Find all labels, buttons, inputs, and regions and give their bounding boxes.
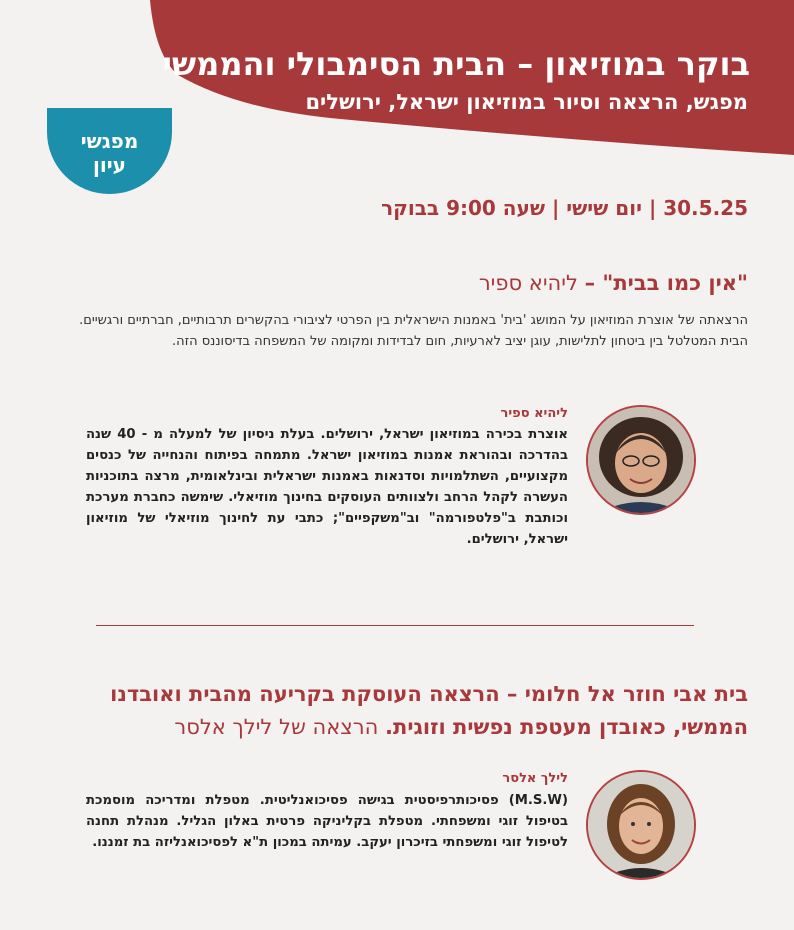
section-divider: [96, 625, 694, 626]
talk1-title: [48, 268, 748, 298]
talk2-title-bold: בית אבי חוזר אל חלומי – הרצאה העוסקת בקריעה מהבית ואובדנו הממשי, כאובדן מעטפת נפשית וזוגית.: [110, 682, 748, 739]
speaker2-bio: (M.S.W) פסיכותרפיסטית בגישה פסיכואנליטית. מטפלת ומדריכה מוסמכת בטיפול זוגי ומשפחתי. מטפלת בקליניקה פרטית באלון הגליל. מנהלת תחנה לטיפול זוגי ומשפחתי בזיכרון יעקב. עמיתה במכון ת"א לפסיכואנליזה בת זמננו.: [86, 793, 568, 850]
talk1-description: הרצאתה של אוצרת המוזיאון על המושג 'בית' באמנות הישראלית בין הפרטי לציבורי בהקשרים תרבותיים, חברתיים ורגשיים. הבית המטלטל בין ביטחון לתלישות, עוגן יציב לארעיות, חום לבדידות ומקומה של המשפחה בדיסוננס הזה.: [79, 313, 748, 349]
badge-line-1: מפגשי: [80, 129, 139, 153]
talk1-title-bold: "אין כמו בבית" –: [584, 271, 748, 295]
speaker2-photo: [586, 770, 696, 880]
event-date: 30.5.25 | יום שישי | שעה 9:00 בבוקר: [381, 196, 748, 220]
talk2-title: [48, 678, 748, 744]
page-title: בוקר במוזיאון – הבית הסימבולי והממשי: [162, 45, 750, 83]
speaker1-photo: [586, 405, 696, 515]
talk1-speaker: ליהיא ספיר: [478, 271, 585, 295]
category-badge: [47, 108, 172, 194]
speaker1-name: ליהיא ספיר: [500, 406, 568, 421]
page-subtitle: מפגש, הרצאה וסיור במוזיאון ישראל, ירושלים: [305, 90, 748, 114]
speaker1-bio: אוצרת בכירה במוזיאון ישראל, ירושלים. בעלת ניסיון של למעלה מ - 40 שנה בהדרכה ובהוראת אמנות במוזיאון ישראל. מתמחה בפיתוח והנחייה של כנסים מקצועיים, השתלמויות וסדנאות באמנות ישראלית ובינלאומית, מרצה בתוכניות העשרה לקהל הרחב ולצוותים העוסקים בחינוך מוזיאלי. שימשה כחברת מערכת וכותבת ב"פלטפורמה" וב"משקפיים"; כתבי עת לחינוך מוזיאלי של מוזיאון ישראל, ירושלים.: [86, 427, 568, 547]
talk2-speaker: הרצאה של לילך אלסר: [174, 715, 385, 739]
speaker2-name: לילך אלסר: [502, 771, 568, 786]
badge-line-2: עיון: [93, 153, 126, 177]
